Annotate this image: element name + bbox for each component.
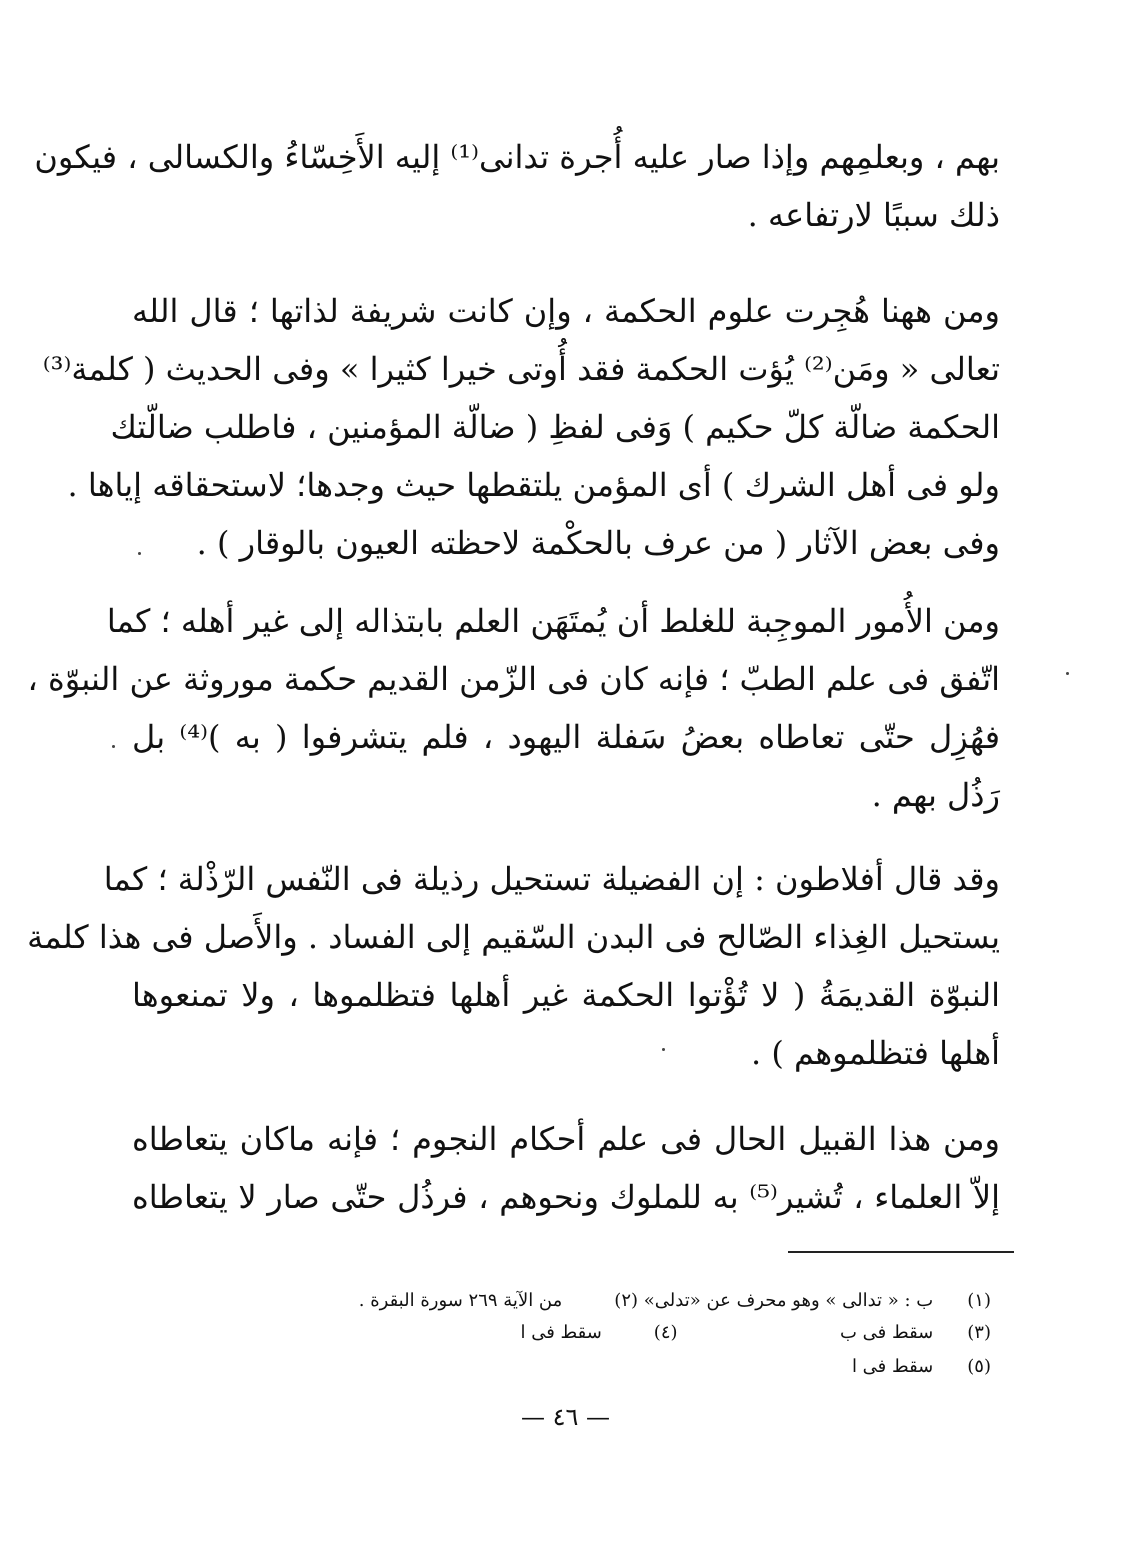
paragraph-4 [27, 850, 1000, 1082]
text-line: الحكمة ضالّة كلّ حكيم ) وَفى لفظِ ( ضالّة المؤمنين ، فاطلب ضالّتك [110, 408, 1000, 446]
paragraph-3 [27, 592, 1001, 824]
text-line: بهم ، وبعلمِهم وإذا صار عليه أُجرة تدانى⁽¹⁾ إليه الأَخِسّاءُ والكسالى ، فيكون [34, 138, 1000, 176]
footnote-row-2 [520, 1316, 991, 1350]
text-line: ولو فى أهل الشرك ) أى المؤمن يلتقطها حيث وجدها؛ لاستحقاقه إياها . [67, 466, 1000, 504]
text-line: ومن ههنا هُجِرت علوم الحكمة ، وإن كانت شريفة لذاتها ؛ قال الله [132, 292, 1000, 330]
scan-speck [1066, 672, 1069, 675]
footnote-row-1 [359, 1284, 991, 1318]
text-line: ومن هذا القبيل الحال فى علم أحكام النجوم ؛ فإنه ماكان يتعاطاه [132, 1120, 1000, 1158]
footnote-text: سقط فى ا [520, 1322, 602, 1343]
footnote-text: سقط فى ا [851, 1356, 934, 1377]
scan-speck [662, 1048, 665, 1051]
text-line: وقد قال أفلاطون : إن الفضيلة تستحيل رذيلة فى النّفس الرّذْلة ؛ كما [103, 860, 1000, 898]
text-line: فهُزِل حتّى تعاطاه بعضُ سَفلة اليهود ، فلم يتشرفوا ( به )⁽⁴⁾ بل [132, 718, 1001, 756]
text-line: رَذُل بهم . [871, 776, 1000, 814]
footnote-row-3 [852, 1350, 991, 1384]
scan-speck [112, 745, 115, 748]
text-line: تعالى « ومَن⁽²⁾ يُؤت الحكمة فقد أُوتى خيرا كثيرا » وفى الحديث ( كلمة⁽³⁾ [42, 350, 1000, 388]
text-line: أهلها فتظلموهم ) . [750, 1034, 1000, 1072]
footnote-text: سقط فى ب [839, 1322, 934, 1343]
footnote-text: ب : « تدالى » وهو محرف عن «تدلى» [643, 1290, 934, 1311]
footnote-number: (٤) [653, 1322, 678, 1343]
footnote-number: (٢) [614, 1290, 639, 1311]
paragraph-1 [34, 128, 1000, 244]
scan-speck [138, 552, 141, 555]
footnote-separator [788, 1251, 1014, 1253]
paragraph-2 [42, 282, 1000, 572]
footnote-number: (٣) [967, 1322, 991, 1343]
footnote-text: من الآية ٢٦٩ سورة البقرة . [358, 1290, 563, 1311]
text-line: النبوّة القديمَةُ ( لا تُؤْتوا الحكمة غير أهلها فتظلموها ، ولا تمنعوها [132, 976, 1000, 1014]
text-line: وفى بعض الآثار ( من عرف بالحكْمة لاحظته العيون بالوقار ) . [196, 524, 1000, 562]
text-line: ذلك سببًا لارتفاعه . [747, 196, 1000, 234]
text-line: إلاّ العلماء ، تُشير⁽⁵⁾ به للملوك ونحوهم ، فرذُل حتّى صار لا يتعاطاه [132, 1178, 1000, 1216]
paragraph-5 [132, 1110, 1000, 1226]
text-line: يستحيل الغِذاء الصّالح فى البدن السّقيم إلى الفساد . والأَصل فى هذا كلمة [27, 918, 1000, 956]
text-line: اتّفق فى علم الطبّ ؛ فإنه كان فى الزّمن القديم حكمة موروثة عن النبوّة ، [27, 660, 1000, 698]
text-line: ومن الأُمور الموجِبة للغلط أن يُمتَهَن العلم بابتذاله إلى غير أهله ؛ كما [106, 602, 1000, 640]
footnote-number: (٥) [967, 1356, 991, 1377]
footnote-number: (١) [967, 1290, 991, 1311]
page-number: — ٤٦ — [520, 1403, 611, 1431]
